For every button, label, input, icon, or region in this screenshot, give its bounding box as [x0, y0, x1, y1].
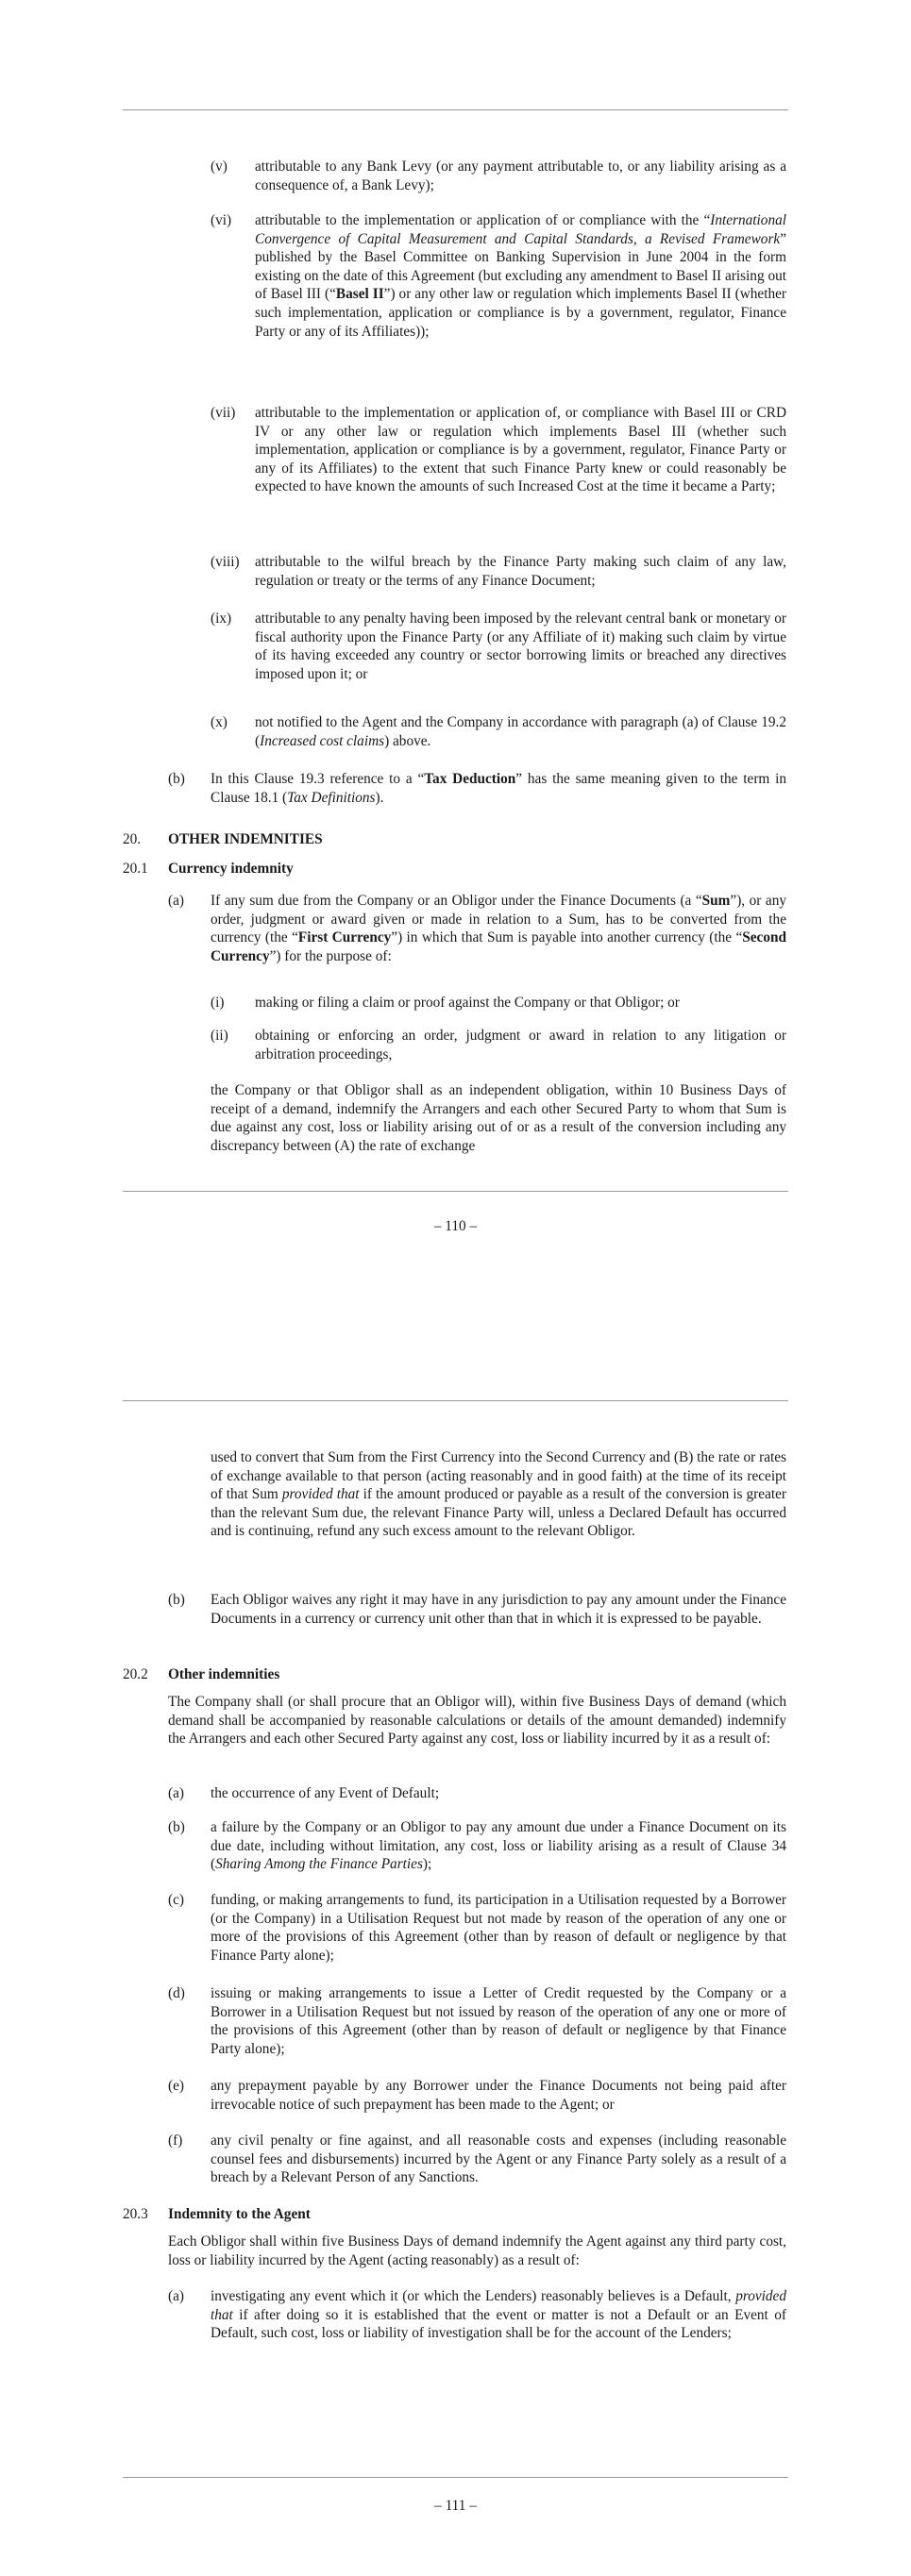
text-run: attributable to the implementation or application of, or compliance with Basel III or CRD IV or any other law or regulation which implements Basel III (whether such implementation, application or compliance is by a government, regulator, Finance Party or any of its Affiliates) to the extent that such Finance Party knew or could reasonably be expected to have known the amounts of such Increased Cost at the time it became a Party;: [255, 405, 786, 495]
text-run: attributable to the wilful breach by the Finance Party making such claim of any law, regulation or treaty or the terms of any Finance Document;: [255, 554, 786, 589]
text-run: a failure by the Company or an Obligor to pay any amount due under a Finance Document on its due date, including without limitation, any cost, loss or liability arising as a result of Clause 34 (: [211, 1819, 786, 1873]
text-run: if the amount produced or payable as a result of the conversion is greater than the relevant Sum due, the relevant Finance Party will, unless a Declared Default has occurred and is continuing, refund any such excess amount to the relevant Obligor.: [211, 1486, 786, 1540]
item-d-text: [211, 1984, 786, 2058]
item-c-number: (c): [168, 1892, 184, 1908]
item-x-number: (x): [211, 714, 228, 730]
clause-20-number: 20.: [123, 831, 142, 847]
text-run: attributable to any penalty having been imposed by the relevant central bank or monetary or fiscal authority upon the Finance Party (or any Affiliate of it) making such claim by virtue of its having exceeded any country or sector borrowing limits or breached any directives imposed upon it; or: [255, 611, 786, 682]
item-a-text: [211, 1784, 786, 1803]
para-a-number: (a): [168, 893, 184, 909]
defined-term: Sum: [701, 893, 731, 909]
emphasis-text: Tax Definitions: [287, 789, 376, 806]
header-rule: [123, 1400, 788, 1401]
text-run: funding, or making arrangements to fund, its participation in a Utilisation requested by a Borrower (or the Company) in a Utilisation Request but not made by reason of the operation of any one or more of the provisions of this Agreement (other than by reason of default or negligence by that Finance Party alone);: [211, 1892, 786, 1964]
item-f-text: [211, 2132, 786, 2187]
text-run: issuing or making arrangements to issue a Letter of Credit requested by the Company or a Borrower in a Utilisation Request but not issued by reason of the operation of any one or more of the provisions of this Agreement (other than by reason of default or negligence by that Finance Party alone);: [211, 1985, 786, 2057]
item-e-text: [211, 2077, 786, 2114]
text-run: ) above.: [384, 732, 431, 749]
section-20-1-heading: Currency indemnity: [168, 861, 294, 877]
header-rule: [123, 109, 788, 110]
defined-term: Second Currency: [211, 929, 786, 964]
footer-rule: [123, 2477, 788, 2478]
sub-item-i-text: [255, 994, 786, 1012]
text-run: any civil penalty or fine against, and all reasonable costs and expenses (including reasonable counsel fees and disbursements) incurred by the Agent or any Finance Party solely as a result of a breach by a Relevant Person of any Sanctions.: [211, 2133, 786, 2186]
currency-indemnity-continuation: [211, 1448, 786, 1541]
text-run: Each Obligor shall within five Business Days of demand indemnify the Agent against any third party cost, loss or liability incurred by the Agent (acting reasonably) as a result of:: [168, 2233, 786, 2268]
text-run: investigating any event which it (or which the Lenders) reasonably believes is a Default,: [211, 2288, 736, 2304]
emphasis-text: provided that: [281, 1486, 360, 1503]
item-a-number: (a): [168, 1785, 184, 1801]
text-run: If any sum due from the Company or an Obligor under the Finance Documents (a “: [211, 893, 702, 909]
s203-item-a-number: (a): [168, 2288, 184, 2304]
item-e-number: (e): [168, 2078, 184, 2094]
emphasis-text: provided that: [211, 2288, 786, 2323]
defined-term: Basel II: [335, 286, 384, 303]
section-20-3-heading: Indemnity to the Agent: [168, 2206, 311, 2222]
s203-item-a-text: [211, 2287, 786, 2343]
text-run: if after doing so it is established that the event or matter is not a Default or an Event of Default, such cost, loss or liability of investigation shall be for the account of the Lenders;: [211, 2306, 786, 2342]
text-run: making or filing a claim or proof against the Company or that Obligor; or: [255, 995, 680, 1011]
sub-item-ii-text: [255, 1027, 786, 1063]
defined-term: Tax Deduction: [424, 771, 516, 787]
clause-20-heading: OTHER INDEMNITIES: [168, 831, 323, 847]
item-x-text: [255, 713, 786, 750]
section-20-2-heading: Other indemnities: [168, 1666, 280, 1682]
text-run: ”) for the purpose of:: [269, 947, 392, 964]
item-v-number: (v): [211, 159, 228, 175]
item-d-number: (d): [168, 1985, 185, 2001]
para-a-text: [211, 892, 786, 965]
text-run: In this Clause 19.3 reference to a “: [211, 771, 425, 787]
section-20-3-number: 20.3: [123, 2206, 148, 2222]
item-vii-text: [255, 404, 786, 496]
emphasis-text: Sharing Among the Finance Parties: [215, 1856, 423, 1873]
text-run: attributable to the implementation or application of or compliance with the “: [255, 212, 711, 228]
section-20-3-intro: [168, 2233, 786, 2269]
currency-indemnity-continuation: [211, 1081, 786, 1155]
item-b-number: (b): [168, 1819, 185, 1835]
page-111: [0, 1397, 911, 2576]
page-number: – 110 –: [433, 1218, 478, 1234]
footer-rule: [123, 1191, 788, 1192]
section-20-1-number: 20.1: [123, 861, 148, 877]
text-run: ”), or any order, judgment or award given or made in relation to a Sum, has to be converted from the currency (the “: [211, 893, 787, 946]
item-viii-text: [255, 553, 786, 590]
para-b-text: [211, 770, 786, 807]
text-run: ”) in which that Sum is payable into another currency (the “: [391, 929, 743, 946]
text-run: used to convert that Sum from the First Currency into the Second Currency and (B) the rate or rates of exchange available to that person (acting reasonably and in good faith) at the time of its receipt of that Sum: [211, 1449, 786, 1503]
item-ix-number: (ix): [211, 611, 232, 627]
text-run: Each Obligor waives any right it may have in any jurisdiction to pay any amount under the Finance Documents in a currency or currency unit other than that in which it is expressed to be payable.: [211, 1592, 786, 1627]
text-run: );: [422, 1856, 432, 1873]
text-run: ” has the same meaning given to the term in Clause 18.1 (: [211, 771, 787, 806]
text-run: the Company or that Obligor shall as an independent obligation, within 10 Business Days of receipt of a demand, indemnify the Arrangers and each other Secured Party to whom that Sum is due against any cost, loss or liability arising out of or as a result of the conversion including any discrepancy between (A) the rate of exchange: [211, 1082, 786, 1154]
item-v-text: [255, 158, 786, 194]
text-run: ”) or any other law or regulation which implements Basel II (whether such implementation, application or compliance is by a government, regulator, Finance Party or any of its Affiliates));: [255, 286, 786, 340]
item-f-number: (f): [168, 2133, 183, 2149]
item-c-text: [211, 1891, 786, 1965]
sub-item-i-number: (i): [211, 995, 225, 1011]
item-viii-number: (viii): [211, 554, 240, 570]
text-run: attributable to any Bank Levy (or any payment attributable to, or any liability arising as a consequence of, a Bank Levy);: [255, 159, 786, 193]
item-b-text: [211, 1818, 786, 1874]
sub-item-ii-number: (ii): [211, 1028, 228, 1044]
text-run: any prepayment payable by any Borrower under the Finance Documents not being paid after irrevocable notice of such prepayment has been made to the Agent; or: [211, 2078, 786, 2113]
text-run: the occurrence of any Event of Default;: [211, 1785, 440, 1801]
defined-term: First Currency: [297, 929, 392, 946]
text-run: The Company shall (or shall procure that an Obligor will), within five Business Days of demand (which demand shall be accompanied by reasonable calculations or details of the amount demanded) indemnify the Arrangers and each other Secured Party against any cost, loss or liability incurred by it as a result of:: [168, 1694, 786, 1748]
text-run: not notified to the Agent and the Company in accordance with paragraph (a) of Clause 19.2 (: [255, 714, 786, 749]
para-b-number: (b): [168, 771, 185, 787]
section-20-2-intro: [168, 1693, 786, 1748]
text-run: ” published by the Basel Committee on Banking Supervision in June 2004 in the form existing on the date of this Agreement (but excluding any amendment to Basel II arising out of Basel III (“: [255, 230, 786, 303]
section-20-2-number: 20.2: [123, 1666, 148, 1682]
item-vi-number: (vi): [211, 212, 232, 228]
emphasis-text: International Convergence of Capital Measurement and Capital Standards, a Revised Framework: [255, 212, 786, 247]
item-vi-text: [255, 211, 786, 341]
text-run: obtaining or enforcing an order, judgment or award in relation to any litigation or arbitration proceedings,: [255, 1028, 786, 1062]
para-b-number: (b): [168, 1592, 185, 1608]
text-run: ).: [375, 789, 384, 806]
item-vii-number: (vii): [211, 405, 236, 421]
item-ix-text: [255, 610, 786, 683]
emphasis-text: Increased cost claims: [260, 732, 385, 749]
para-b-text: [211, 1591, 786, 1628]
page-number: – 111 –: [434, 2498, 477, 2514]
